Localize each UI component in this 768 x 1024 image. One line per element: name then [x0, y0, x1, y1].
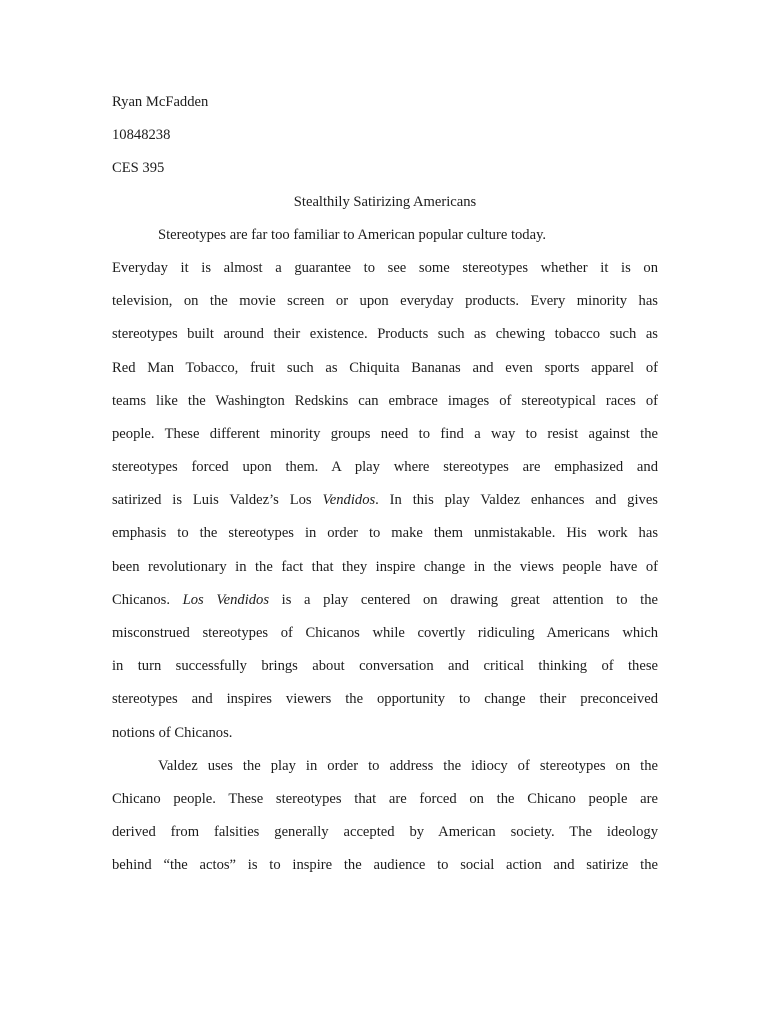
text-line: Everyday it is almost a guarantee to see some stereotypes whether it is on	[112, 259, 658, 276]
author-name: Ryan McFadden	[112, 94, 209, 110]
paragraph-1	[112, 219, 658, 750]
text-segment: Chicanos.	[112, 591, 183, 608]
text-line: misconstrued stereotypes of Chicanos while covertly ridiculing Americans which	[112, 625, 658, 641]
essay-title: Stealthily Satirizing Americans	[293, 193, 477, 210]
text-line: Valdez uses the play in order to address the idiocy of stereotypes on the	[158, 757, 658, 774]
text-line: television, on the movie screen or upon everyday products. Every minority has	[112, 293, 658, 310]
text-line: emphasis to the stereotypes in order to make them unmistakable. His work has	[112, 525, 658, 542]
text-line: behind “the actos” is to inspire the audience to social action and satirize the	[112, 857, 658, 874]
text-line: Red Man Tobacco, fruit such as Chiquita Bananas and even sports apparel of	[112, 359, 658, 376]
play-title-italic: Los Vendidos	[182, 591, 270, 608]
text-line: notions of Chicanos.	[112, 724, 233, 741]
student-id: 10848238	[112, 127, 171, 144]
text-line: derived from falsities generally accepted by American society. The ideology	[112, 824, 658, 841]
text-segment: is a play centered on drawing great attention to the	[269, 591, 658, 608]
paragraph-2	[112, 750, 658, 883]
document-body	[112, 86, 658, 883]
text-line: stereotypes and inspires viewers the opportunity to change their preconceived	[112, 691, 658, 708]
text-line: Chicano people. These stereotypes that are forced on the Chicano people are	[112, 790, 658, 807]
text-line: teams like the Washington Redskins can embrace images of stereotypical races of	[112, 392, 658, 409]
text-line: been revolutionary in the fact that they inspire change in the views people have of	[112, 558, 658, 575]
text-line: people. These different minority groups need to find a way to resist against the	[112, 425, 658, 442]
text-line: stereotypes built around their existence. Products such as chewing tobacco such as	[112, 326, 658, 343]
text-line	[112, 484, 658, 517]
text-line: Stereotypes are far too familiar to American popular culture today.	[158, 226, 547, 243]
text-line: in turn successfully brings about conversation and critical thinking of these	[112, 658, 658, 675]
text-line: stereotypes forced upon them. A play where stereotypes are emphasized and	[112, 459, 658, 476]
play-title-italic: Vendidos	[322, 492, 376, 509]
text-line	[112, 584, 658, 617]
course-code: CES 395	[112, 160, 165, 177]
text-segment: satirized is Luis Valdez’s Los	[112, 492, 323, 509]
text-segment: . In this play Valdez enhances and gives	[375, 492, 658, 509]
